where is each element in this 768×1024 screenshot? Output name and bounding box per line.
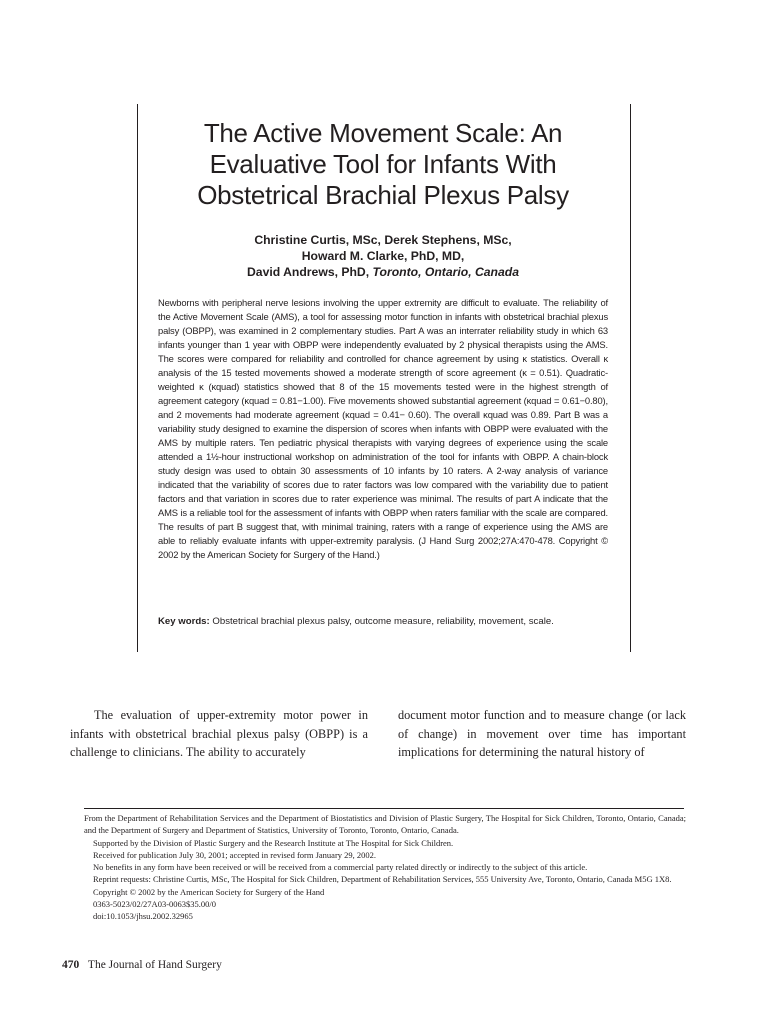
page-number: 470 [62,959,80,971]
footnote-copyright: Copyright © 2002 by the American Society for Surgery of the Hand [93,886,325,897]
footnote-doi: doi:10.1053/jhsu.2002.32965 [93,911,193,922]
footnote-divider [84,808,684,809]
footnote-reprints: Reprint requests: Christine Curtis, MSc, The Hospital for Sick Children, Department of Rehabilitation Services, 555 University Ave, Toronto, Ontario, Canada M5G 1X8. [93,874,672,885]
body-column-right: document motor function and to measure change (or lack of change) in movement over time has important implications for determining the natural history of [398,708,686,760]
keywords [158,615,610,629]
abstract-box-right-rule [630,104,631,652]
abstract-text: Newborns with peripheral nerve lesions involving the upper extremity are difficult to evaluate. The reliability of the Active Movement Scale (AMS), a tool for assessing motor function in infants with obstetrical brachial plexus palsy (OBPP), was examined in 2 complementary studies. Part A was an interrater reliability study in which 63 infants younger than 1 year with OBPP were independently evaluated by 2 physical therapists using the AMS. The scores were compared for reliability and controlled for chance agreement by using κ statistics. Overall κ analysis of the 15 tested movements showed a moderate strength of score agreement (κ = 0.51). Quadratic-weighted κ (κquad) statistics showed that 8 of the 15 movements tested were in the highest strength of agreement category (κquad = 0.81−1.00). Five movements showed substantial agreement (κquad = 0.61−0.80), and 2 movements had moderate agreement (κquad = 0.41− 0.60). The overall κquad was 0.89. Part B was a variability study designed to examine the dispersion of scores when infants with OBPP were evaluated with the AMS by multiple raters. Ten pediatric physical therapists with varying degrees of experience using the scale attended a 1½-hour instructional workshop on administration of the tool for infants with OBPP. A chain-block study design was used to obtain 30 assessments of 10 infants by 10 raters. A 2-way analysis of variance indicated that the variability of scores due to rater factors was low compared with the variability due to patient factors and that variation in scores due to rater experience was minimal. The results of part A indicate that the AMS is a reliable tool for the assessment of infants with OBPP when raters familiar with the scale are compared. The results of part B suggest that, with minimal training, raters with a range of experience using the AMS are able to reliably evaluate infants with upper-extremity paralysis. (J Hand Surg 2002;27A:470-478. Copyright © 2002 by the American Society for Surgery of the Hand.) [158,297,608,560]
footnotes [84,812,686,923]
authors-line-2: Howard M. Clarke, PhD, MD, [301,249,465,263]
keywords-label: Key words: [158,616,210,627]
title-line-2: Evaluative Tool for Infants With [209,149,557,179]
keywords-list: Obstetrical brachial plexus palsy, outcome measure, reliability, movement, scale. [212,616,554,627]
title-line-3: Obstetrical Brachial Plexus Palsy [197,180,569,210]
body-column-left: The evaluation of upper-extremity motor power in infants with obstetrical brachial plexus palsy (OBPP) is a challenge to clinicians. The ability to accurately [70,708,368,760]
footnote-affiliation: From the Department of Rehabilitation Services and the Department of Biostatistics and Division of Plastic Surgery, The Hospital for Sick Children, Toronto, Ontario, Canada; and the Department of Surgery and Department of Statistics, University of Toronto, Toronto, Ontario, Canada. [84,813,686,836]
authors-line-1: Christine Curtis, MSc, Derek Stephens, MSc, [254,233,512,247]
page-footer [62,958,222,972]
footnote-support: Supported by the Division of Plastic Surgery and the Research Institute at The Hospital for Sick Children. [93,837,454,848]
article-title [158,118,608,211]
author-list [158,232,608,280]
title-line-1: The Active Movement Scale: An [203,118,563,148]
abstract-box-left-rule [137,104,138,652]
authors-line-3: David Andrews, PhD, [247,265,370,279]
author-location: Toronto, Ontario, Canada [372,265,519,279]
footnote-benefits: No benefits in any form have been received or will be received from a commercial party related directly or indirectly to the subject of this article. [93,862,588,873]
journal-name: The Journal of Hand Surgery [87,959,222,971]
footnote-received: Received for publication July 30, 2001; accepted in revised form January 29, 2002. [93,849,377,860]
footnote-issn: 0363-5023/02/27A03-0063$35.00/0 [93,899,217,910]
